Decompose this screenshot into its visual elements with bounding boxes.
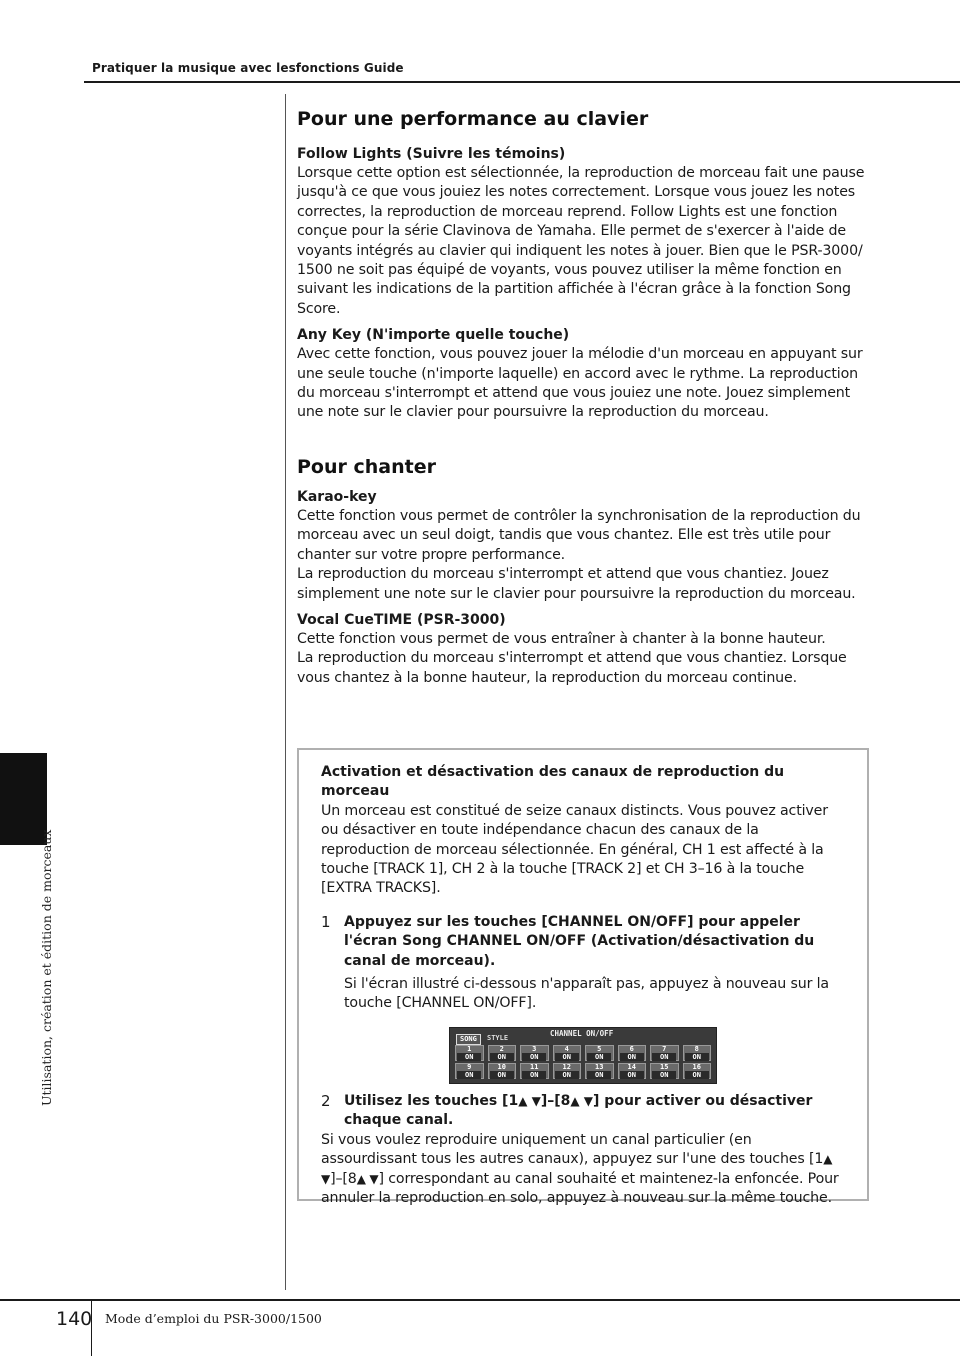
karao-key-heading: Karao-key bbox=[297, 488, 377, 505]
channel-number: 1 bbox=[467, 1044, 472, 1053]
channel-2-button[interactable] bbox=[488, 1045, 517, 1061]
screen-tab-song: SONG bbox=[456, 1034, 481, 1045]
channel-state: ON bbox=[587, 1071, 611, 1079]
step-1-desc: Si l'écran illustré ci-dessous n'apparaît pas, appuyez à nouveau sur la touche [CHANNEL ON/OFF]. bbox=[344, 976, 829, 1012]
step-2-desc: Si vous voulez reproduire uniquement un canal particulier (en assourdissant tous les autres canaux), appuyez sur l'une des touches [1▲ ▼]–[8▲ ▼] correspondant au canal souhaité et maintenez-la enfoncée. Pour annuler la reproduction en solo, appuyez à nouveau sur la même touche. bbox=[321, 1131, 839, 1206]
channel-number: 14 bbox=[627, 1062, 636, 1071]
page-number: 140 bbox=[56, 1308, 93, 1330]
step-1-number: 1 bbox=[321, 912, 331, 931]
channel-state: ON bbox=[522, 1071, 546, 1079]
channel-state: ON bbox=[490, 1053, 514, 1061]
channel-13-button[interactable] bbox=[585, 1063, 614, 1079]
header-rule bbox=[84, 81, 960, 83]
channel-state: ON bbox=[685, 1053, 709, 1061]
channel-9-button[interactable] bbox=[455, 1063, 484, 1079]
any-key-body: Avec cette fonction, vous pouvez jouer la mélodie d'un morceau en appuyant sur une seule touche (n'importe laquelle) en accord avec le rythme. La reproduction du morceau s'interrompt et attend que vous jouiez une note. Jouez simplement une note sur le clavier pour poursuivre la reproduction du morceau. bbox=[297, 346, 863, 421]
channel-number: 6 bbox=[629, 1044, 634, 1053]
channel-14-button[interactable] bbox=[618, 1063, 647, 1079]
section-title-keyboard: Pour une performance au clavier bbox=[297, 108, 649, 130]
channel-state: ON bbox=[522, 1053, 546, 1061]
channel-number: 9 bbox=[467, 1062, 472, 1071]
section-title-singing: Pour chanter bbox=[297, 455, 436, 478]
follow-lights-body: Lorsque cette option est sélectionnée, la reproduction de morceau fait une pause jusqu'à ce que vous jouiez les notes correctement. Lorsque vous jouez les notes correctes, la reproduction de morceau reprend. Follow Lights est une fonction conçue pour la série Clavinova de Yamaha. Elle permet de s'exercer à l'aide de voyants intégrés au clavier qui indiquent les notes à jouer. Bien que le PSR-3000/ 1500 ne soit pas équipé de voyants, vous pouvez utiliser la même fonction en suivant les indications de la partition affichée à l'écran grâce à la fonction Song Score. bbox=[297, 165, 865, 317]
channel-state: ON bbox=[652, 1071, 676, 1079]
vocal-cuetime-heading: Vocal CueTIME (PSR-3000) bbox=[297, 611, 506, 628]
channel-8-button[interactable] bbox=[683, 1045, 712, 1061]
step-2-number: 2 bbox=[321, 1091, 331, 1110]
channel-number: 16 bbox=[692, 1062, 701, 1071]
channel-state: ON bbox=[685, 1071, 709, 1079]
up-down-arrow-icon: ▲ ▼ bbox=[356, 1171, 379, 1186]
step-2-title: Utilisez les touches [1▲ ▼]–[8▲ ▼] pour activer ou désactiver chaque canal. bbox=[344, 1092, 813, 1129]
channel-onoff-screen bbox=[449, 1027, 717, 1084]
screen-tab-style: STYLE bbox=[487, 1033, 509, 1042]
channel-number: 10 bbox=[497, 1062, 506, 1071]
channel-16-button[interactable] bbox=[683, 1063, 712, 1079]
running-header: Pratiquer la musique avec lesfonctions Guide bbox=[92, 61, 404, 75]
channel-state: ON bbox=[620, 1071, 644, 1079]
footer-rule bbox=[0, 1299, 960, 1301]
karao-key-body-1: Cette fonction vous permet de contrôler la synchronisation de la reproduction du morceau avec un seul doigt, tandis que vous chantez. Elle est très utile pour chanter sur votre propre performance. bbox=[297, 507, 861, 563]
channel-number: 7 bbox=[662, 1044, 667, 1053]
channel-state: ON bbox=[620, 1053, 644, 1061]
channel-number: 12 bbox=[562, 1062, 571, 1071]
vocal-cuetime-body-1: Cette fonction vous permet de vous entraîner à chanter à la bonne hauteur. bbox=[297, 630, 826, 647]
channel-11-button[interactable] bbox=[520, 1063, 549, 1079]
channel-7-button[interactable] bbox=[650, 1045, 679, 1061]
channel-state: ON bbox=[652, 1053, 676, 1061]
channel-15-button[interactable] bbox=[650, 1063, 679, 1079]
channel-state: ON bbox=[555, 1071, 579, 1079]
screen-title: CHANNEL ON/OFF bbox=[550, 1028, 614, 1038]
channel-3-button[interactable] bbox=[520, 1045, 549, 1061]
column-divider bbox=[285, 94, 286, 1290]
box-intro: Un morceau est constitué de seize canaux distincts. Vous pouvez activer ou désactiver en toute indépendance chacun des canaux de la reproduction de morceau sélectionnée. En général, CH 1 est affecté à la touche [TRACK 1], CH 2 à la touche [TRACK 2] et CH 3–16 à la touche [EXTRA TRACKS]. bbox=[321, 802, 828, 897]
box-heading: Activation et désactivation des canaux de reproduction du morceau bbox=[321, 764, 785, 800]
step-1-title: Appuyez sur les touches [CHANNEL ON/OFF] pour appeler l'écran Song CHANNEL ON/OFF (Activation/désactivation du canal de morceau). bbox=[344, 913, 815, 969]
screen-row-1 bbox=[455, 1045, 711, 1061]
step-1 bbox=[321, 913, 846, 1014]
channel-number: 11 bbox=[530, 1062, 539, 1071]
channel-state: ON bbox=[457, 1053, 481, 1061]
manual-title: Mode d’emploi du PSR-3000/1500 bbox=[105, 1311, 322, 1326]
up-down-arrow-icon: ▲ ▼ bbox=[321, 1152, 833, 1186]
screen-row-2 bbox=[455, 1063, 711, 1079]
channel-number: 3 bbox=[532, 1044, 537, 1053]
channel-12-button[interactable] bbox=[553, 1063, 582, 1079]
channel-4-button[interactable] bbox=[553, 1045, 582, 1061]
main-content bbox=[297, 108, 867, 688]
vocal-cuetime-body-2: La reproduction du morceau s'interrompt et attend que vous chantiez. Lorsque vous chantez à la bonne hauteur, la reproduction du morceau continue. bbox=[297, 650, 847, 686]
up-down-arrow-icon: ▲ ▼ bbox=[570, 1093, 594, 1108]
channel-5-button[interactable] bbox=[585, 1045, 614, 1061]
channel-number: 8 bbox=[694, 1044, 699, 1053]
follow-lights-heading: Follow Lights (Suivre les témoins) bbox=[297, 146, 566, 162]
channel-6-button[interactable] bbox=[618, 1045, 647, 1061]
channel-number: 4 bbox=[564, 1044, 569, 1053]
step-2 bbox=[321, 1092, 846, 1131]
channel-state: ON bbox=[555, 1053, 579, 1061]
channel-state: ON bbox=[587, 1053, 611, 1061]
channel-1-button[interactable] bbox=[455, 1045, 484, 1061]
channel-state: ON bbox=[457, 1071, 481, 1079]
channel-state: ON bbox=[490, 1071, 514, 1079]
channel-number: 5 bbox=[597, 1044, 602, 1053]
up-down-arrow-icon: ▲ ▼ bbox=[518, 1093, 541, 1108]
channel-number: 2 bbox=[499, 1044, 504, 1053]
channel-onoff-box bbox=[297, 748, 869, 1206]
channel-number: 13 bbox=[595, 1062, 604, 1071]
karao-key-body-2: La reproduction du morceau s'interrompt et attend que vous chantiez. Jouez simplement une note sur le clavier pour poursuivre la reproduction du morceau. bbox=[297, 566, 856, 602]
channel-number: 15 bbox=[660, 1062, 669, 1071]
any-key-heading: Any Key (N'importe quelle touche) bbox=[297, 327, 570, 344]
side-tab-label: Utilisation, création et édition de morceaux bbox=[39, 829, 54, 1106]
channel-10-button[interactable] bbox=[488, 1063, 517, 1079]
